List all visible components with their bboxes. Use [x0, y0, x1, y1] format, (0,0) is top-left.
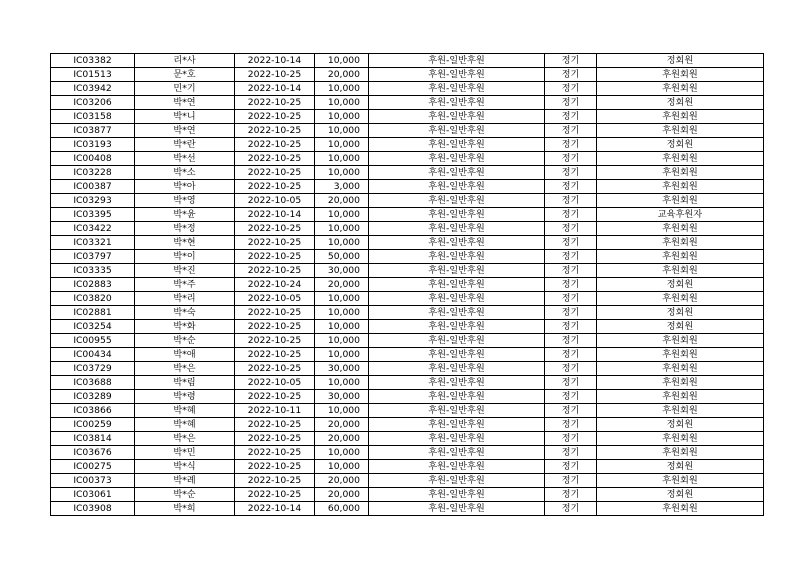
member-type-cell: 후원회원 — [597, 502, 764, 516]
category-cell: 후원-일반후원 — [369, 446, 545, 460]
member-type-cell: 후원회원 — [597, 432, 764, 446]
table-row — [51, 110, 764, 124]
table-body — [51, 54, 764, 516]
member-id-cell: IC00259 — [51, 418, 135, 432]
date-cell: 2022-10-14 — [235, 208, 315, 222]
date-cell: 2022-10-25 — [235, 474, 315, 488]
amount-cell: 10,000 — [315, 376, 369, 390]
table-row — [51, 208, 764, 222]
table-row — [51, 474, 764, 488]
type-cell: 정기 — [545, 138, 597, 152]
donor-name-cell: 박*이 — [135, 250, 235, 264]
category-cell: 후원-일반후원 — [369, 194, 545, 208]
type-cell: 정기 — [545, 110, 597, 124]
type-cell: 정기 — [545, 250, 597, 264]
category-cell: 후원-일반후원 — [369, 180, 545, 194]
date-cell: 2022-10-14 — [235, 502, 315, 516]
amount-cell: 10,000 — [315, 152, 369, 166]
member-id-cell: IC03193 — [51, 138, 135, 152]
member-type-cell: 후원회원 — [597, 376, 764, 390]
amount-cell: 10,000 — [315, 348, 369, 362]
category-cell: 후원-일반후원 — [369, 404, 545, 418]
category-cell: 후원-일반후원 — [369, 264, 545, 278]
type-cell: 정기 — [545, 68, 597, 82]
member-type-cell: 정회원 — [597, 460, 764, 474]
table-row — [51, 96, 764, 110]
table-row — [51, 54, 764, 68]
member-type-cell: 후원회원 — [597, 264, 764, 278]
category-cell: 후원-일반후원 — [369, 110, 545, 124]
type-cell: 정기 — [545, 390, 597, 404]
category-cell: 후원-일반후원 — [369, 418, 545, 432]
member-type-cell: 후원회원 — [597, 166, 764, 180]
donor-name-cell: 박*리 — [135, 292, 235, 306]
date-cell: 2022-10-25 — [235, 488, 315, 502]
donor-name-cell: 박*란 — [135, 138, 235, 152]
amount-cell: 10,000 — [315, 82, 369, 96]
date-cell: 2022-10-25 — [235, 446, 315, 460]
category-cell: 후원-일반후원 — [369, 306, 545, 320]
type-cell: 정기 — [545, 306, 597, 320]
date-cell: 2022-10-25 — [235, 348, 315, 362]
member-type-cell: 후원회원 — [597, 222, 764, 236]
amount-cell: 10,000 — [315, 334, 369, 348]
category-cell: 후원-일반후원 — [369, 362, 545, 376]
table-row — [51, 376, 764, 390]
member-type-cell: 후원회원 — [597, 390, 764, 404]
date-cell: 2022-10-25 — [235, 138, 315, 152]
member-type-cell: 후원회원 — [597, 110, 764, 124]
member-type-cell: 후원회원 — [597, 292, 764, 306]
type-cell: 정기 — [545, 474, 597, 488]
date-cell: 2022-10-05 — [235, 292, 315, 306]
table-row — [51, 334, 764, 348]
donor-name-cell: 박*소 — [135, 166, 235, 180]
date-cell: 2022-10-24 — [235, 278, 315, 292]
type-cell: 정기 — [545, 334, 597, 348]
donor-name-cell: 박*희 — [135, 502, 235, 516]
category-cell: 후원-일반후원 — [369, 208, 545, 222]
type-cell: 정기 — [545, 96, 597, 110]
amount-cell: 10,000 — [315, 292, 369, 306]
type-cell: 정기 — [545, 446, 597, 460]
member-id-cell: IC03382 — [51, 54, 135, 68]
member-type-cell: 정회원 — [597, 54, 764, 68]
date-cell: 2022-10-25 — [235, 334, 315, 348]
donor-name-cell: 박*선 — [135, 152, 235, 166]
category-cell: 후원-일반후원 — [369, 222, 545, 236]
member-id-cell: IC03866 — [51, 404, 135, 418]
table-row — [51, 502, 764, 516]
category-cell: 후원-일반후원 — [369, 320, 545, 334]
category-cell: 후원-일반후원 — [369, 292, 545, 306]
date-cell: 2022-10-14 — [235, 54, 315, 68]
amount-cell: 10,000 — [315, 208, 369, 222]
member-type-cell: 정회원 — [597, 418, 764, 432]
member-type-cell: 후원회원 — [597, 180, 764, 194]
amount-cell: 20,000 — [315, 488, 369, 502]
member-id-cell: IC03729 — [51, 362, 135, 376]
member-id-cell: IC00373 — [51, 474, 135, 488]
member-type-cell: 후원회원 — [597, 474, 764, 488]
amount-cell: 50,000 — [315, 250, 369, 264]
member-id-cell: IC03228 — [51, 166, 135, 180]
date-cell: 2022-10-25 — [235, 320, 315, 334]
donor-name-cell: 박*연 — [135, 124, 235, 138]
amount-cell: 3,000 — [315, 180, 369, 194]
type-cell: 정기 — [545, 54, 597, 68]
category-cell: 후원-일반후원 — [369, 278, 545, 292]
member-type-cell: 후원회원 — [597, 194, 764, 208]
table-row — [51, 348, 764, 362]
member-id-cell: IC02881 — [51, 306, 135, 320]
member-id-cell: IC03206 — [51, 96, 135, 110]
type-cell: 정기 — [545, 236, 597, 250]
date-cell: 2022-10-25 — [235, 96, 315, 110]
table-row — [51, 82, 764, 96]
member-type-cell: 후원회원 — [597, 124, 764, 138]
category-cell: 후원-일반후원 — [369, 488, 545, 502]
member-type-cell: 교육후원자 — [597, 208, 764, 222]
date-cell: 2022-10-25 — [235, 180, 315, 194]
member-id-cell: IC03335 — [51, 264, 135, 278]
date-cell: 2022-10-11 — [235, 404, 315, 418]
amount-cell: 20,000 — [315, 278, 369, 292]
table-row — [51, 68, 764, 82]
table-row — [51, 222, 764, 236]
member-id-cell: IC00434 — [51, 348, 135, 362]
date-cell: 2022-10-25 — [235, 236, 315, 250]
amount-cell: 10,000 — [315, 222, 369, 236]
member-type-cell: 후원회원 — [597, 446, 764, 460]
member-id-cell: IC03942 — [51, 82, 135, 96]
donor-name-cell: 박*민 — [135, 446, 235, 460]
type-cell: 정기 — [545, 124, 597, 138]
donor-name-cell: 박*혜 — [135, 418, 235, 432]
donor-name-cell: 박*애 — [135, 348, 235, 362]
member-type-cell: 정회원 — [597, 278, 764, 292]
date-cell: 2022-10-25 — [235, 152, 315, 166]
category-cell: 후원-일반후원 — [369, 68, 545, 82]
table-row — [51, 250, 764, 264]
amount-cell: 20,000 — [315, 68, 369, 82]
amount-cell: 20,000 — [315, 418, 369, 432]
table-row — [51, 488, 764, 502]
member-type-cell: 정회원 — [597, 488, 764, 502]
donor-name-cell: 박*순 — [135, 334, 235, 348]
category-cell: 후원-일반후원 — [369, 124, 545, 138]
amount-cell: 30,000 — [315, 390, 369, 404]
date-cell: 2022-10-14 — [235, 82, 315, 96]
date-cell: 2022-10-25 — [235, 166, 315, 180]
donor-name-cell: 박*식 — [135, 460, 235, 474]
donor-name-cell: 박*령 — [135, 390, 235, 404]
amount-cell: 10,000 — [315, 124, 369, 138]
date-cell: 2022-10-25 — [235, 306, 315, 320]
donor-name-cell: 박*순 — [135, 488, 235, 502]
amount-cell: 20,000 — [315, 432, 369, 446]
donor-name-cell: 박*례 — [135, 474, 235, 488]
member-type-cell: 후원회원 — [597, 334, 764, 348]
donor-name-cell: 박*아 — [135, 180, 235, 194]
member-id-cell: IC03395 — [51, 208, 135, 222]
donor-name-cell: 박*정 — [135, 222, 235, 236]
table-row — [51, 278, 764, 292]
date-cell: 2022-10-25 — [235, 390, 315, 404]
donor-name-cell: 박*영 — [135, 194, 235, 208]
donor-name-cell: 박*은 — [135, 362, 235, 376]
category-cell: 후원-일반후원 — [369, 138, 545, 152]
member-id-cell: IC03422 — [51, 222, 135, 236]
member-id-cell: IC03820 — [51, 292, 135, 306]
type-cell: 정기 — [545, 180, 597, 194]
amount-cell: 10,000 — [315, 54, 369, 68]
donor-name-cell: 박*윤 — [135, 208, 235, 222]
table-row — [51, 320, 764, 334]
member-id-cell: IC03814 — [51, 432, 135, 446]
amount-cell: 10,000 — [315, 446, 369, 460]
member-type-cell: 정회원 — [597, 96, 764, 110]
member-type-cell: 후원회원 — [597, 152, 764, 166]
amount-cell: 10,000 — [315, 404, 369, 418]
type-cell: 정기 — [545, 264, 597, 278]
category-cell: 후원-일반후원 — [369, 502, 545, 516]
member-id-cell: IC00387 — [51, 180, 135, 194]
category-cell: 후원-일반후원 — [369, 334, 545, 348]
table-row — [51, 124, 764, 138]
table-row — [51, 264, 764, 278]
amount-cell: 20,000 — [315, 474, 369, 488]
donor-name-cell: 문*호 — [135, 68, 235, 82]
category-cell: 후원-일반후원 — [369, 390, 545, 404]
type-cell: 정기 — [545, 82, 597, 96]
date-cell: 2022-10-25 — [235, 124, 315, 138]
donor-name-cell: 민*기 — [135, 82, 235, 96]
date-cell: 2022-10-25 — [235, 432, 315, 446]
donor-name-cell: 박*은 — [135, 432, 235, 446]
donor-name-cell: 박*주 — [135, 278, 235, 292]
amount-cell: 30,000 — [315, 362, 369, 376]
donor-name-cell: 박*혜 — [135, 404, 235, 418]
member-type-cell: 후원회원 — [597, 236, 764, 250]
member-id-cell: IC03908 — [51, 502, 135, 516]
type-cell: 정기 — [545, 418, 597, 432]
member-id-cell: IC03321 — [51, 236, 135, 250]
amount-cell: 10,000 — [315, 166, 369, 180]
donor-name-cell: 박*화 — [135, 320, 235, 334]
donor-name-cell: 박*현 — [135, 236, 235, 250]
date-cell: 2022-10-25 — [235, 222, 315, 236]
date-cell: 2022-10-05 — [235, 376, 315, 390]
donor-name-cell: 리*사 — [135, 54, 235, 68]
member-id-cell: IC03061 — [51, 488, 135, 502]
category-cell: 후원-일반후원 — [369, 474, 545, 488]
date-cell: 2022-10-25 — [235, 110, 315, 124]
type-cell: 정기 — [545, 194, 597, 208]
category-cell: 후원-일반후원 — [369, 460, 545, 474]
member-type-cell: 정회원 — [597, 306, 764, 320]
member-id-cell: IC03688 — [51, 376, 135, 390]
member-type-cell: 정회원 — [597, 320, 764, 334]
member-id-cell: IC00275 — [51, 460, 135, 474]
member-id-cell: IC00955 — [51, 334, 135, 348]
date-cell: 2022-10-25 — [235, 460, 315, 474]
member-type-cell: 후원회원 — [597, 404, 764, 418]
amount-cell: 10,000 — [315, 306, 369, 320]
member-id-cell: IC03289 — [51, 390, 135, 404]
amount-cell: 10,000 — [315, 236, 369, 250]
donor-name-cell: 박*숙 — [135, 306, 235, 320]
member-type-cell: 후원회원 — [597, 68, 764, 82]
type-cell: 정기 — [545, 376, 597, 390]
donor-name-cell: 박*림 — [135, 376, 235, 390]
type-cell: 정기 — [545, 152, 597, 166]
table-row — [51, 446, 764, 460]
member-id-cell: IC03877 — [51, 124, 135, 138]
member-id-cell: IC02883 — [51, 278, 135, 292]
type-cell: 정기 — [545, 362, 597, 376]
member-id-cell: IC00408 — [51, 152, 135, 166]
table-row — [51, 418, 764, 432]
type-cell: 정기 — [545, 208, 597, 222]
category-cell: 후원-일반후원 — [369, 376, 545, 390]
type-cell: 정기 — [545, 432, 597, 446]
amount-cell: 20,000 — [315, 194, 369, 208]
date-cell: 2022-10-25 — [235, 362, 315, 376]
table-row — [51, 138, 764, 152]
table-row — [51, 152, 764, 166]
table-row — [51, 292, 764, 306]
table-row — [51, 194, 764, 208]
type-cell: 정기 — [545, 404, 597, 418]
member-type-cell: 후원회원 — [597, 250, 764, 264]
donation-table — [50, 53, 764, 516]
member-id-cell: IC03158 — [51, 110, 135, 124]
member-id-cell: IC03254 — [51, 320, 135, 334]
category-cell: 후원-일반후원 — [369, 54, 545, 68]
type-cell: 정기 — [545, 222, 597, 236]
table-row — [51, 362, 764, 376]
table-row — [51, 460, 764, 474]
amount-cell: 10,000 — [315, 138, 369, 152]
category-cell: 후원-일반후원 — [369, 96, 545, 110]
category-cell: 후원-일반후원 — [369, 348, 545, 362]
category-cell: 후원-일반후원 — [369, 166, 545, 180]
table-row — [51, 306, 764, 320]
category-cell: 후원-일반후원 — [369, 236, 545, 250]
member-type-cell: 후원회원 — [597, 82, 764, 96]
amount-cell: 10,000 — [315, 96, 369, 110]
member-type-cell: 후원회원 — [597, 348, 764, 362]
category-cell: 후원-일반후원 — [369, 82, 545, 96]
table-row — [51, 432, 764, 446]
amount-cell: 30,000 — [315, 264, 369, 278]
type-cell: 정기 — [545, 278, 597, 292]
date-cell: 2022-10-25 — [235, 250, 315, 264]
type-cell: 정기 — [545, 320, 597, 334]
table-row — [51, 166, 764, 180]
category-cell: 후원-일반후원 — [369, 432, 545, 446]
date-cell: 2022-10-25 — [235, 418, 315, 432]
date-cell: 2022-10-25 — [235, 68, 315, 82]
amount-cell: 10,000 — [315, 460, 369, 474]
donor-name-cell: 박*연 — [135, 96, 235, 110]
donor-name-cell: 박*진 — [135, 264, 235, 278]
member-id-cell: IC03797 — [51, 250, 135, 264]
amount-cell: 10,000 — [315, 320, 369, 334]
date-cell: 2022-10-05 — [235, 194, 315, 208]
table-row — [51, 404, 764, 418]
type-cell: 정기 — [545, 292, 597, 306]
member-type-cell: 후원회원 — [597, 362, 764, 376]
date-cell: 2022-10-25 — [235, 264, 315, 278]
table-row — [51, 390, 764, 404]
type-cell: 정기 — [545, 348, 597, 362]
member-type-cell: 정회원 — [597, 138, 764, 152]
member-id-cell: IC03293 — [51, 194, 135, 208]
donor-name-cell: 박*니 — [135, 110, 235, 124]
type-cell: 정기 — [545, 460, 597, 474]
table-row — [51, 236, 764, 250]
type-cell: 정기 — [545, 502, 597, 516]
member-id-cell: IC01513 — [51, 68, 135, 82]
amount-cell: 60,000 — [315, 502, 369, 516]
table-row — [51, 180, 764, 194]
member-id-cell: IC03676 — [51, 446, 135, 460]
amount-cell: 10,000 — [315, 110, 369, 124]
type-cell: 정기 — [545, 488, 597, 502]
category-cell: 후원-일반후원 — [369, 152, 545, 166]
category-cell: 후원-일반후원 — [369, 250, 545, 264]
type-cell: 정기 — [545, 166, 597, 180]
